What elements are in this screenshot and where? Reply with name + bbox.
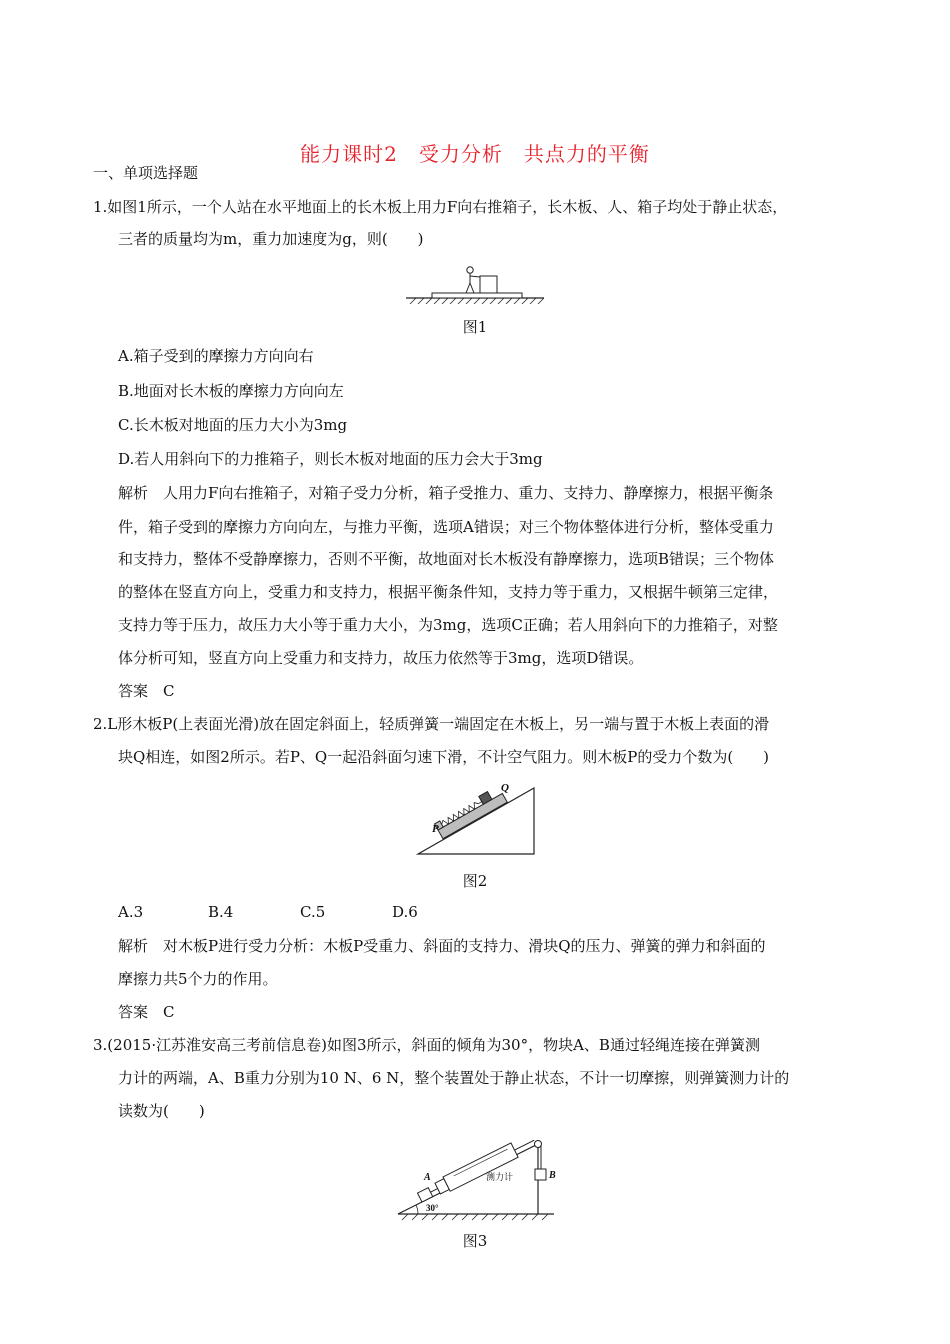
q2-analysis-line: 摩擦力共5个力的作用。 [118,970,278,988]
q3-stem-line: 3.(2015·江苏淮安高三考前信息卷)如图3所示，斜面的倾角为30°，物块A、B通过轻绳连接在弹簧测 [93,1036,760,1054]
q2-stem-line: 2.L形木板P(上表面光滑)放在固定斜面上，轻质弹簧一端固定在木板上，另一端与置于木板上表面的滑 [93,715,770,733]
label-b: B [549,1170,556,1181]
block-b [535,1169,546,1180]
figure-2-caption: 图2 [462,872,488,890]
figure-1-diagram [400,258,550,308]
block-a [418,1188,433,1202]
q1-option-b: B.地面对长木板的摩擦力方向向左 [118,382,344,400]
q2-option-b: B.4 [208,903,234,921]
label-meter: 测力计 [486,1173,514,1183]
section-heading: 一、单项选择题 [93,164,199,182]
ground-hatching [402,1214,548,1220]
label-p: P [432,823,439,835]
q2-answer: 答案 C [118,1003,175,1021]
fixed-incline [418,788,534,854]
q3-stem-line: 读数为( ) [118,1102,205,1120]
q3-stem-line: 力计的两端，A、B重力分别为10 N、6 N，整个装置处于静止状态，不计一切摩擦，则弹簧测力计的 [118,1069,790,1087]
long-board [432,293,522,298]
angle-arc [416,1205,418,1214]
q2-option-c: C.5 [300,903,326,921]
pulley [535,1141,542,1148]
label-q: Q [501,782,509,794]
q1-option-a: A.箱子受到的摩擦力方向向右 [118,347,314,365]
q1-option-c: C.长木板对地面的压力大小为3mg [118,416,348,434]
q1-stem-line: 1.如图1所示，一个人站在水平地面上的长木板上用力F向右推箱子，长木板、人、箱子均处于静止状态， [93,198,788,216]
q1-analysis-line: 解析 人用力F向右推箱子，对箱子受力分析，箱子受推力、重力、支持力、静摩擦力，根据平衡条 [118,484,774,502]
page-title: 能力课时2 受力分析 共点力的平衡 [300,142,650,166]
ground-hatching [410,298,544,304]
q1-analysis-line: 体分析可知，竖直方向上受重力和支持力，故压力依然等于3mg，选项D错误。 [118,649,644,667]
figure-3-caption: 图3 [462,1232,488,1250]
q1-analysis-line: 和支持力，整体不受静摩擦力，否则不平衡，故地面对长木板没有静摩擦力，选项B错误；三个物体 [118,550,775,568]
q1-option-d: D.若人用斜向下的力推箱子，则长木板对地面的压力会大于3mg [118,450,543,468]
box [480,276,497,293]
figure-3-diagram [394,1132,560,1222]
q2-stem-line: 块Q相连，如图2所示。若P、Q一起沿斜面匀速下滑，不计空气阻力。则木板P的受力个数为( ) [118,748,770,766]
q2-option-a: A.3 [118,903,144,921]
spring-scale [443,1143,518,1191]
q1-stem-line: 三者的质量均为m，重力加速度为g，则( ) [118,230,424,248]
q1-analysis-line: 的整体在竖直方向上，受重力和支持力，根据平衡条件知，支持力等于重力，又根据牛顿第三定律， [118,583,779,601]
figure-2-diagram [412,778,542,860]
q1-analysis-line: 件，箱子受到的摩擦力方向向左，与推力平衡，选项A错误；对三个物体整体进行分析，整体受重力 [118,518,774,536]
q1-answer: 答案 C [118,682,175,700]
q2-option-d: D.6 [392,903,418,921]
label-angle: 30° [426,1203,439,1213]
q2-analysis-line: 解析 对木板P进行受力分析：木板P受重力、斜面的支持力、滑块Q的压力、弹簧的弹力和斜面的 [118,937,766,955]
person-figure [466,267,480,293]
label-a: A [424,1172,431,1183]
q1-analysis-line: 支持力等于压力，故压力大小等于重力大小，为3mg，选项C正确；若人用斜向下的力推箱子，对整 [118,616,778,634]
figure-1-caption: 图1 [462,318,488,336]
